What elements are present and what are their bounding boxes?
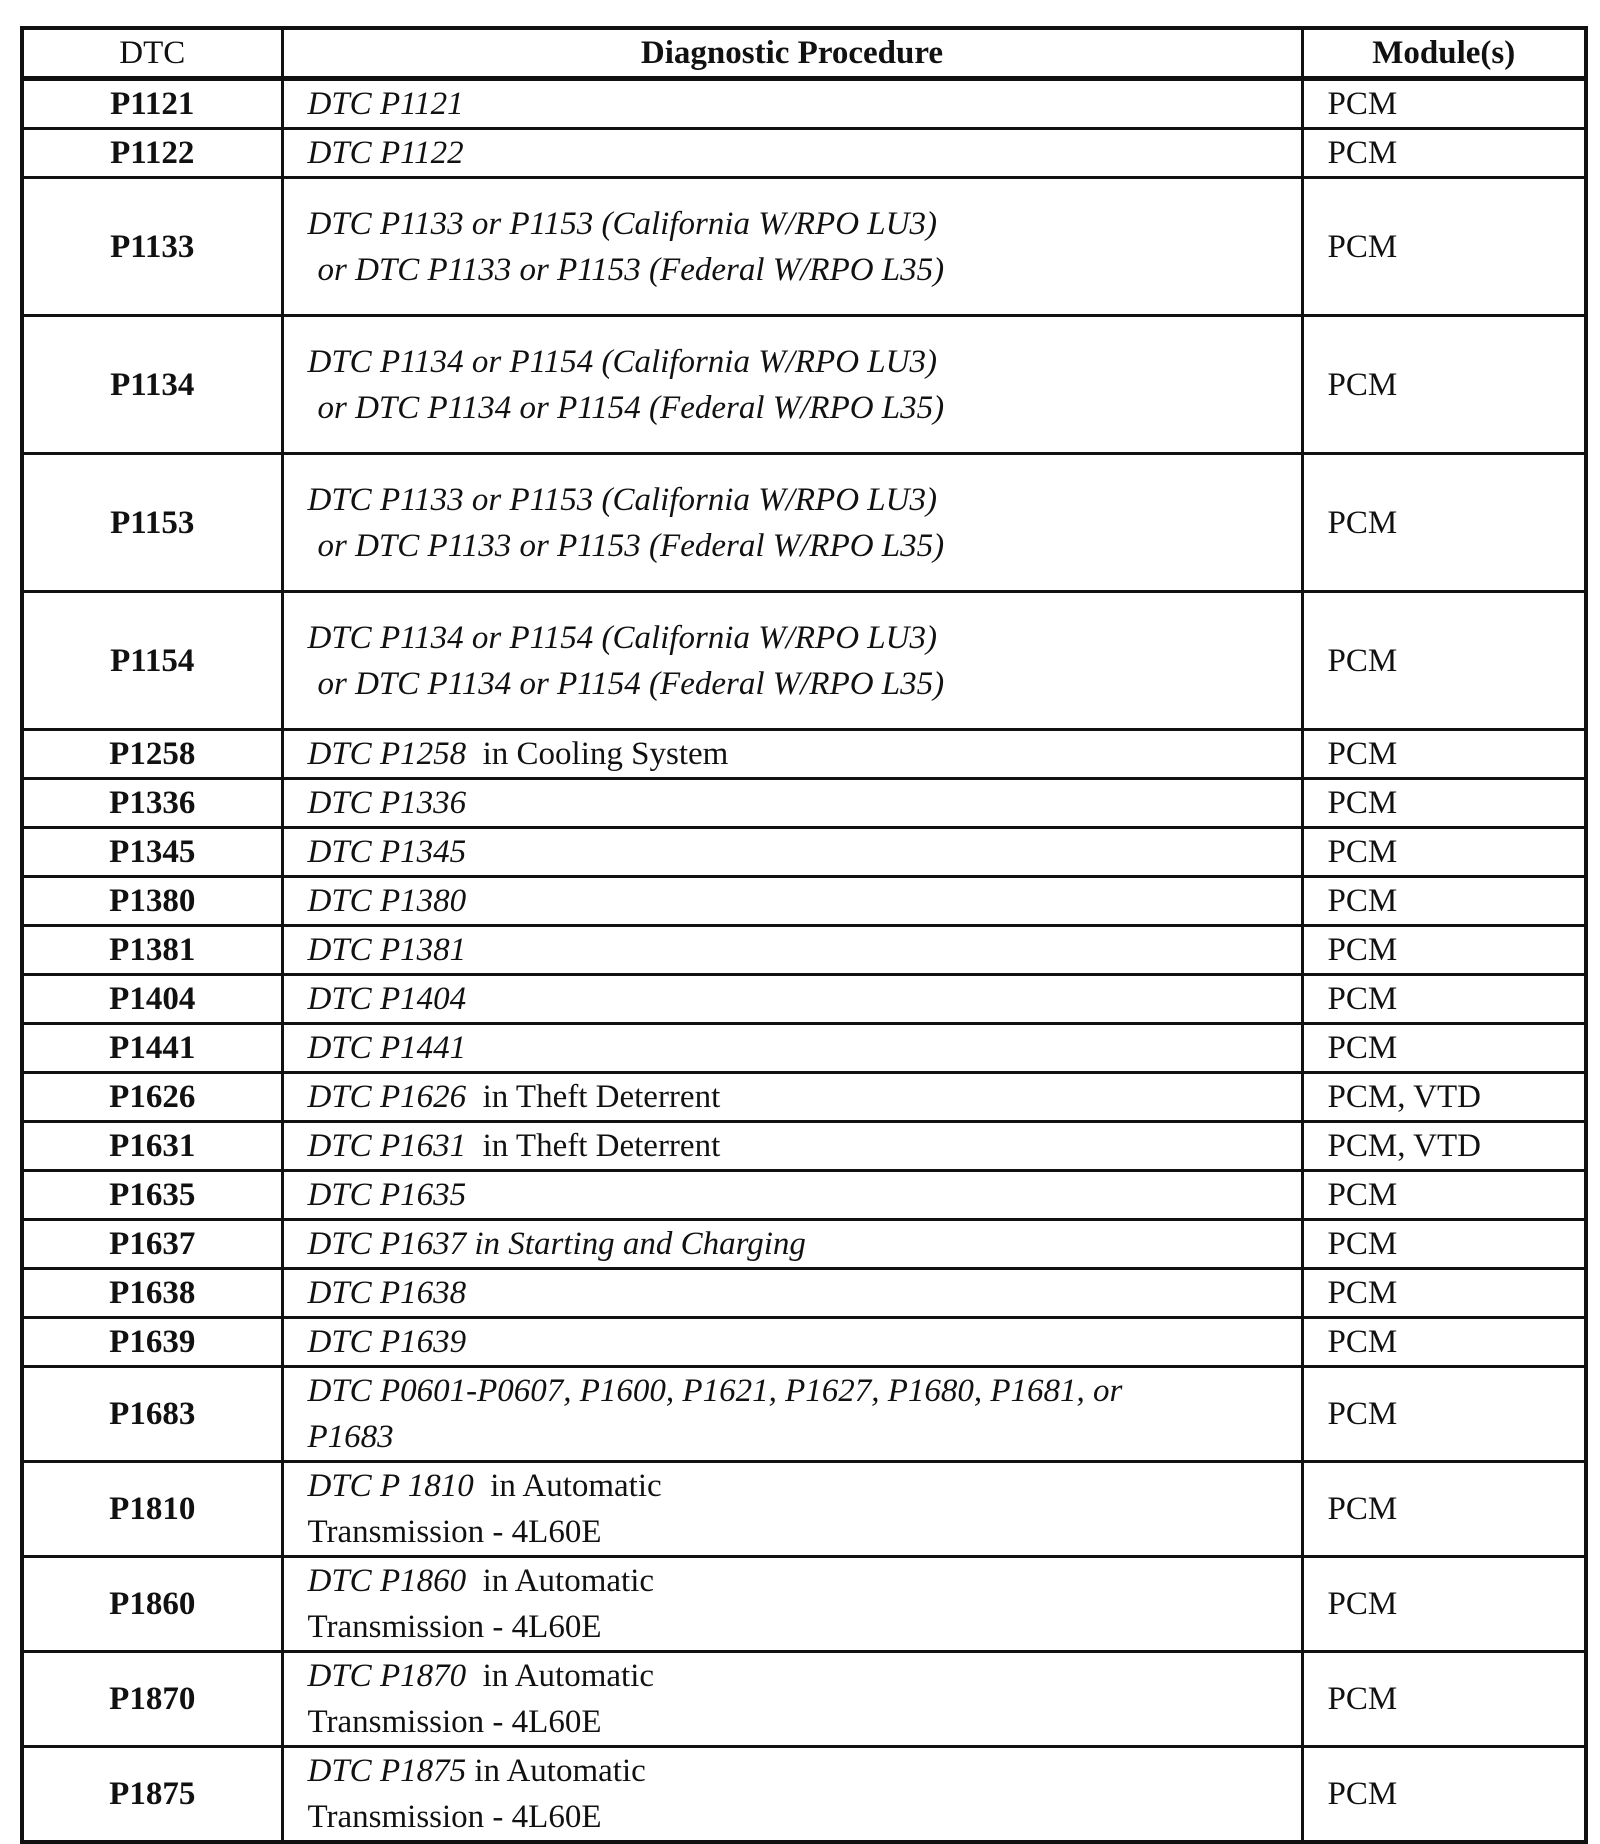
- module: PCM: [1302, 1269, 1586, 1318]
- module: PCM: [1302, 1557, 1586, 1652]
- diagnostic-procedure: [282, 1652, 1302, 1747]
- module: PCM: [1302, 1747, 1586, 1843]
- diagnostic-procedure: [282, 1557, 1302, 1652]
- table-row: [22, 178, 1586, 316]
- module: PCM: [1302, 1367, 1586, 1462]
- procedure-link-text: DTC P1631: [307, 1128, 467, 1164]
- dtc-code: P1121: [22, 79, 282, 129]
- procedure-line: Transmission - 4L60E: [307, 1704, 602, 1740]
- table-row: [22, 1073, 1586, 1122]
- table-row: [22, 1557, 1586, 1652]
- dtc-code: P1153: [22, 454, 282, 592]
- dtc-code: P1639: [22, 1318, 282, 1367]
- procedure-section-text: in Automatic: [490, 1468, 662, 1504]
- module: PCM: [1302, 454, 1586, 592]
- header-diagnostic-procedure: Diagnostic Procedure: [282, 28, 1302, 79]
- dtc-code: P1870: [22, 1652, 282, 1747]
- procedure-line: DTC P1134 or P1154 (California W/RPO LU3): [307, 619, 937, 656]
- diagnostic-procedure: [282, 129, 1302, 178]
- table-row: [22, 877, 1586, 926]
- module: PCM: [1302, 1462, 1586, 1557]
- module: PCM: [1302, 730, 1586, 779]
- module: PCM: [1302, 1318, 1586, 1367]
- procedure-link-text: DTC P 1810: [307, 1468, 474, 1504]
- procedure-line: Transmission - 4L60E: [307, 1609, 602, 1645]
- module: PCM: [1302, 1652, 1586, 1747]
- procedure-link-text: DTC P1638: [307, 1275, 467, 1311]
- procedure-link-text: DTC P1441: [307, 1030, 467, 1066]
- diagnostic-procedure: [282, 592, 1302, 730]
- table-row: [22, 828, 1586, 877]
- diagnostic-procedure: [282, 1073, 1302, 1122]
- table-row: [22, 1122, 1586, 1171]
- procedure-link-text: DTC P1875: [307, 1753, 467, 1789]
- module: PCM: [1302, 975, 1586, 1024]
- diagnostic-procedure: [282, 178, 1302, 316]
- procedure-link-text: DTC P1336: [307, 785, 467, 821]
- dtc-code: P1810: [22, 1462, 282, 1557]
- procedure-link-text: DTC P1258: [307, 736, 467, 772]
- module: PCM: [1302, 877, 1586, 926]
- dtc-code: P1635: [22, 1171, 282, 1220]
- diagnostic-procedure: [282, 1462, 1302, 1557]
- table-row: [22, 1171, 1586, 1220]
- diagnostic-procedure: [282, 779, 1302, 828]
- procedure-link-text: DTC P1637 in Starting and Charging: [307, 1226, 806, 1262]
- module: PCM: [1302, 1171, 1586, 1220]
- dtc-code: P1345: [22, 828, 282, 877]
- diagnostic-procedure: [282, 1269, 1302, 1318]
- diagnostic-procedure: [282, 79, 1302, 129]
- dtc-code: P1860: [22, 1557, 282, 1652]
- dtc-code: P1404: [22, 975, 282, 1024]
- procedure-link-text: DTC P1121: [307, 86, 464, 122]
- diagnostic-procedure: [282, 1367, 1302, 1462]
- procedure-link-text: DTC P1345: [307, 834, 467, 870]
- diagnostic-procedure: [282, 1024, 1302, 1073]
- procedure-line: DTC P1134 or P1154 (California W/RPO LU3): [307, 343, 937, 380]
- table-row: [22, 316, 1586, 454]
- diagnostic-procedure: [282, 1171, 1302, 1220]
- module: PCM: [1302, 592, 1586, 730]
- module: PCM, VTD: [1302, 1073, 1586, 1122]
- diagnostic-procedure: [282, 877, 1302, 926]
- dtc-code: P1631: [22, 1122, 282, 1171]
- table-row: [22, 1269, 1586, 1318]
- procedure-line: or DTC P1133 or P1153 (Federal W/RPO L35): [317, 527, 945, 564]
- diagnostic-procedure: [282, 316, 1302, 454]
- table-row: [22, 730, 1586, 779]
- table-row: [22, 79, 1586, 129]
- diagnostic-procedure: [282, 975, 1302, 1024]
- dtc-code: P1638: [22, 1269, 282, 1318]
- module: PCM: [1302, 926, 1586, 975]
- module: PCM: [1302, 178, 1586, 316]
- module: PCM: [1302, 316, 1586, 454]
- procedure-link-text: DTC P1639: [307, 1324, 467, 1360]
- procedure-link-text: DTC P1380: [307, 883, 467, 919]
- diagnostic-procedure: [282, 828, 1302, 877]
- procedure-line: DTC P1133 or P1153 (California W/RPO LU3): [307, 205, 937, 242]
- table-row: [22, 454, 1586, 592]
- procedure-line: DTC P1133 or P1153 (California W/RPO LU3): [307, 481, 937, 518]
- procedure-link-text: DTC P1404: [307, 981, 467, 1017]
- dtc-code: P1154: [22, 592, 282, 730]
- procedure-link-text: DTC P1626: [307, 1079, 467, 1115]
- table-row: [22, 926, 1586, 975]
- dtc-code: P1683: [22, 1367, 282, 1462]
- procedure-line: or DTC P1133 or P1153 (Federal W/RPO L35): [317, 251, 945, 288]
- header-modules: Module(s): [1302, 28, 1586, 79]
- procedure-line: P1683: [307, 1419, 394, 1455]
- module: PCM, VTD: [1302, 1122, 1586, 1171]
- table-row: [22, 779, 1586, 828]
- dtc-code: P1637: [22, 1220, 282, 1269]
- dtc-code: P1258: [22, 730, 282, 779]
- dtc-code: P1133: [22, 178, 282, 316]
- procedure-section-text: in Automatic: [482, 1658, 655, 1694]
- procedure-link-text: DTC P1860: [307, 1563, 467, 1599]
- dtc-code: P1626: [22, 1073, 282, 1122]
- table-row: [22, 1747, 1586, 1843]
- diagnostic-procedure: [282, 1220, 1302, 1269]
- table-row: [22, 975, 1586, 1024]
- procedure-section-text: in Cooling System: [482, 736, 729, 772]
- dtc-code: P1122: [22, 129, 282, 178]
- dtc-code: P1875: [22, 1747, 282, 1843]
- dtc-code: P1441: [22, 1024, 282, 1073]
- module: PCM: [1302, 79, 1586, 129]
- procedure-line: or DTC P1134 or P1154 (Federal W/RPO L35): [317, 665, 945, 702]
- dtc-table: [20, 26, 1588, 1844]
- diagnostic-procedure: [282, 1122, 1302, 1171]
- table-row: [22, 1220, 1586, 1269]
- diagnostic-procedure: [282, 926, 1302, 975]
- module: PCM: [1302, 1220, 1586, 1269]
- header-dtc: DTC: [22, 28, 282, 79]
- table-row: [22, 129, 1586, 178]
- procedure-line: or DTC P1134 or P1154 (Federal W/RPO L35): [317, 389, 945, 426]
- diagnostic-procedure: [282, 1318, 1302, 1367]
- procedure-section-text: in Theft Deterrent: [482, 1079, 721, 1115]
- table-row: [22, 1024, 1586, 1073]
- procedure-link-text: DTC P1635: [307, 1177, 467, 1213]
- table-row: [22, 1462, 1586, 1557]
- procedure-line: Transmission - 4L60E: [307, 1799, 602, 1835]
- module: PCM: [1302, 779, 1586, 828]
- procedure-section-text: in Automatic: [482, 1563, 655, 1599]
- table-row: [22, 1652, 1586, 1747]
- procedure-section-text: in Theft Deterrent: [482, 1128, 721, 1164]
- diagnostic-procedure: [282, 454, 1302, 592]
- diagnostic-procedure: [282, 730, 1302, 779]
- module: PCM: [1302, 129, 1586, 178]
- table-row: [22, 592, 1586, 730]
- diagnostic-procedure: [282, 1747, 1302, 1843]
- table-row: [22, 1318, 1586, 1367]
- dtc-code: P1381: [22, 926, 282, 975]
- procedure-link-text: DTC P1122: [307, 135, 464, 171]
- table-header-row: [22, 28, 1586, 79]
- procedure-line: DTC P0601-P0607, P1600, P1621, P1627, P1680, P1681, or: [307, 1373, 1123, 1409]
- procedure-link-text: DTC P1870: [307, 1658, 467, 1694]
- dtc-code: P1336: [22, 779, 282, 828]
- dtc-code: P1380: [22, 877, 282, 926]
- procedure-link-text: DTC P1381: [307, 932, 467, 968]
- table-row: [22, 1367, 1586, 1462]
- module: PCM: [1302, 1024, 1586, 1073]
- dtc-code: P1134: [22, 316, 282, 454]
- module: PCM: [1302, 828, 1586, 877]
- procedure-section-text: in Automatic: [474, 1753, 646, 1789]
- procedure-line: Transmission - 4L60E: [307, 1514, 602, 1550]
